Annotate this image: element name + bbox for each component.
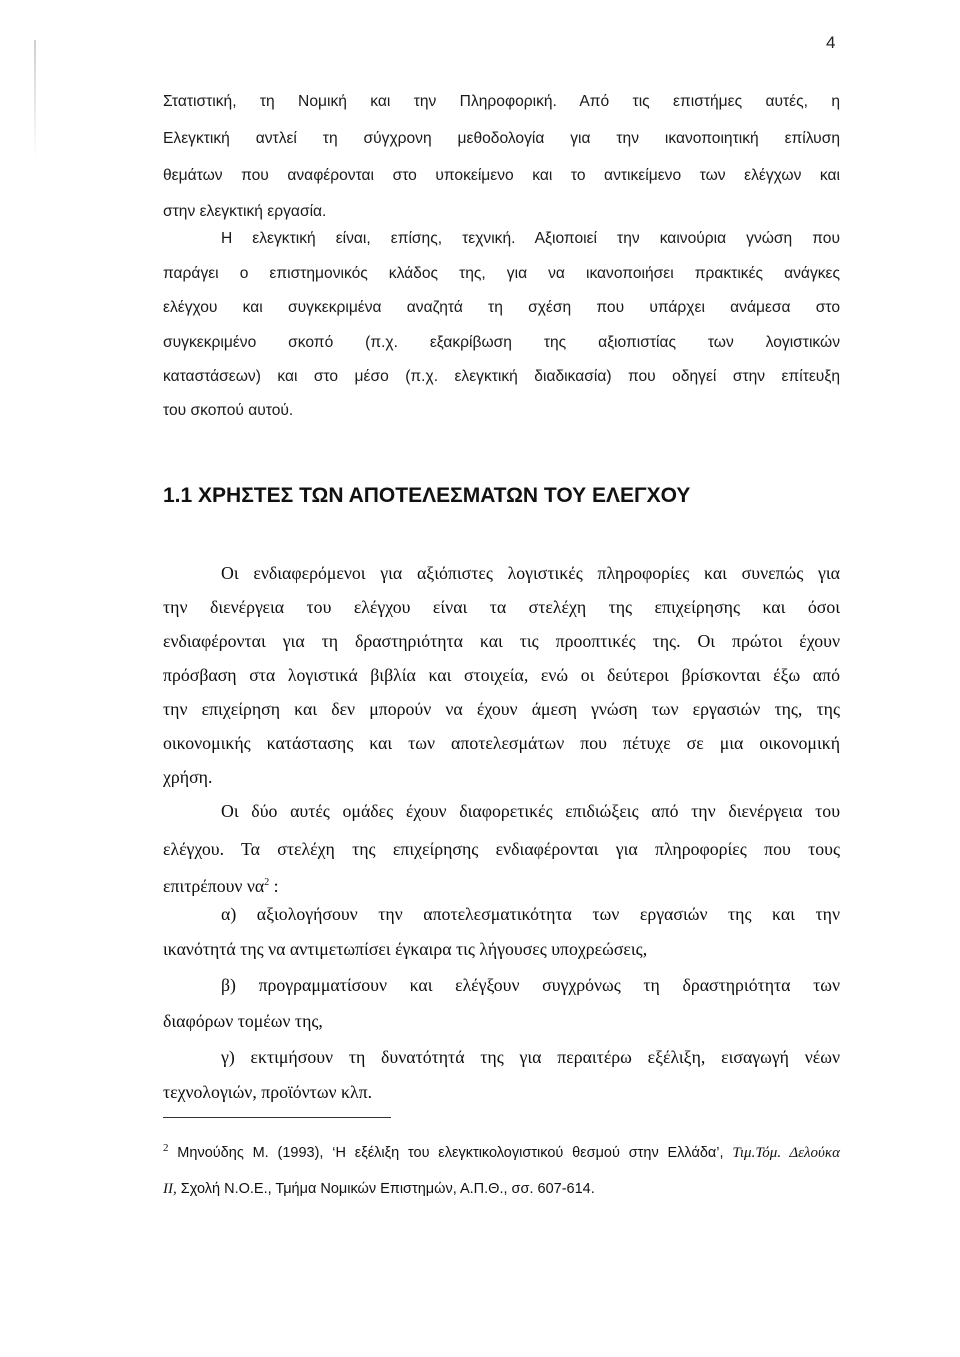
- paragraph-1-line: θεμάτων που αναφέρονται στο υποκείμενο και το αντικείμενο των ελέγχων και: [163, 167, 840, 184]
- footnote-volume-italic: ΙΙ,: [163, 1181, 177, 1197]
- paragraph-2-line: του σκοπού αυτού.: [163, 402, 294, 419]
- list: [163, 904, 840, 1104]
- paragraph-4-line: ελέγχου. Τα στελέχη της επιχείρησης ενδιαφέρονται για πληροφορίες που τους: [163, 839, 840, 859]
- paragraph-3-line: χρήση.: [163, 767, 213, 787]
- paragraph-4: [163, 801, 840, 901]
- paragraph-1-line: στην ελεγκτική εργασία.: [163, 203, 327, 220]
- paragraph-3-line: την διενέργεια του ελέγχου είναι τα στελέχη της επιχείρησης και όσοι: [163, 597, 840, 617]
- paragraph-2-line: συγκεκριμένο σκοπό (π.χ. εξακρίβωση της αξιοπιστίας των λογιστικών: [163, 334, 840, 351]
- list-item-cont: τεχνολογιών, προϊόντων κλπ.: [163, 1082, 373, 1102]
- page-number: 4: [826, 33, 836, 52]
- paragraph-2-line: καταστάσεων) και στο μέσο (π.χ. ελεγκτική διαδικασία) που οδηγεί στην επίτευξη: [163, 368, 840, 385]
- list-item: α) αξιολογήσουν την αποτελεσματικότητα των εργασιών της και την: [221, 904, 840, 924]
- paragraph-2: [163, 230, 840, 430]
- list-item-cont: διαφόρων τομέων της,: [163, 1011, 323, 1031]
- paragraph-3-line: την επιχείρηση και δεν μπορούν να έχουν άμεση γνώση των εργασιών της, της: [163, 699, 840, 719]
- scan-edge-mark: [34, 40, 36, 160]
- list-item: γ) εκτιμήσουν τη δυνατότητά της για περαιτέρω εξέλιξη, εισαγωγή νέων: [221, 1047, 840, 1067]
- footnote-separator: [163, 1117, 391, 1118]
- paragraph-4-colon: :: [269, 876, 279, 896]
- footnote-text: Μηνούδης Μ. (1993), ‘Η εξέλιξη του ελεγκτικολογιστικού θεσμού στην Ελλάδα’,: [177, 1145, 733, 1161]
- paragraph-2-line: Η ελεγκτική είναι, επίσης, τεχνική. Αξιοποιεί την καινούρια γνώση που: [221, 230, 840, 247]
- footnote-number: 2: [163, 1142, 169, 1155]
- paragraph-3-line: πρόσβαση στα λογιστικά βιβλία και στοιχεία, ενώ οι δεύτεροι βρίσκονται έξω από: [163, 665, 840, 685]
- paragraph-2-line: ελέγχου και συγκεκριμένα αναζητά τη σχέση που υπάρχει ανάμεσα στο: [163, 299, 840, 316]
- list-item: β) προγραμματίσουν και ελέγξουν συγχρόνως τη δραστηριότητα των: [221, 975, 840, 995]
- paragraph-2-line: παράγει ο επιστημονικός κλάδος της, για να ικανοποιήσει πρακτικές ανάγκες: [163, 265, 840, 282]
- footnote-ref: 2: [264, 877, 270, 889]
- footnote-text: Σχολή Ν.Ο.Ε., Τμήμα Νομικών Επιστημών, Α.Π.Θ., σσ. 607-614.: [176, 1181, 595, 1197]
- paragraph-4-line: Οι δύο αυτές ομάδες έχουν διαφορετικές επιδιώξεις από την διενέργεια του: [221, 801, 840, 821]
- footnote-line: [163, 1181, 840, 1198]
- paragraph-1-line: Στατιστική, τη Νομική και την Πληροφορική. Από τις επιστήμες αυτές, η: [163, 93, 840, 110]
- paragraph-3-line: οικονομικής κατάστασης και των αποτελεσμάτων που πέτυχε σε μια οικονομική: [163, 733, 840, 753]
- paragraph-4-line: [163, 876, 840, 897]
- paragraph-4-text: επιτρέπουν να: [163, 876, 265, 896]
- footnote-line: [163, 1142, 840, 1162]
- paragraph-1-line: Ελεγκτική αντλεί τη σύγχρονη μεθοδολογία για την ικανοποιητική επίλυση: [163, 130, 840, 147]
- section-heading: 1.1 ΧΡΗΣΤΕΣ ΤΩΝ ΑΠΟΤΕΛΕΣΜΑΤΩΝ ΤΟΥ ΕΛΕΓΧΟΥ: [163, 484, 691, 507]
- paragraph-3-line: ενδιαφέρονται για τη δραστηριότητα και τις προοπτικές της. Οι πρώτοι έχουν: [163, 631, 840, 651]
- paragraph-3: [163, 563, 840, 803]
- list-item-cont: ικανότητά της να αντιμετωπίσει έγκαιρα τις λήγουσες υποχρεώσεις,: [163, 939, 648, 959]
- paragraph-3-line: Οι ενδιαφερόμενοι για αξιόπιστες λογιστικές πληροφορίες και συνεπώς για: [221, 563, 840, 583]
- paragraph-1: [163, 93, 840, 223]
- footnote-title-italic: Τιμ.Τόμ. Δελούκα: [732, 1145, 840, 1161]
